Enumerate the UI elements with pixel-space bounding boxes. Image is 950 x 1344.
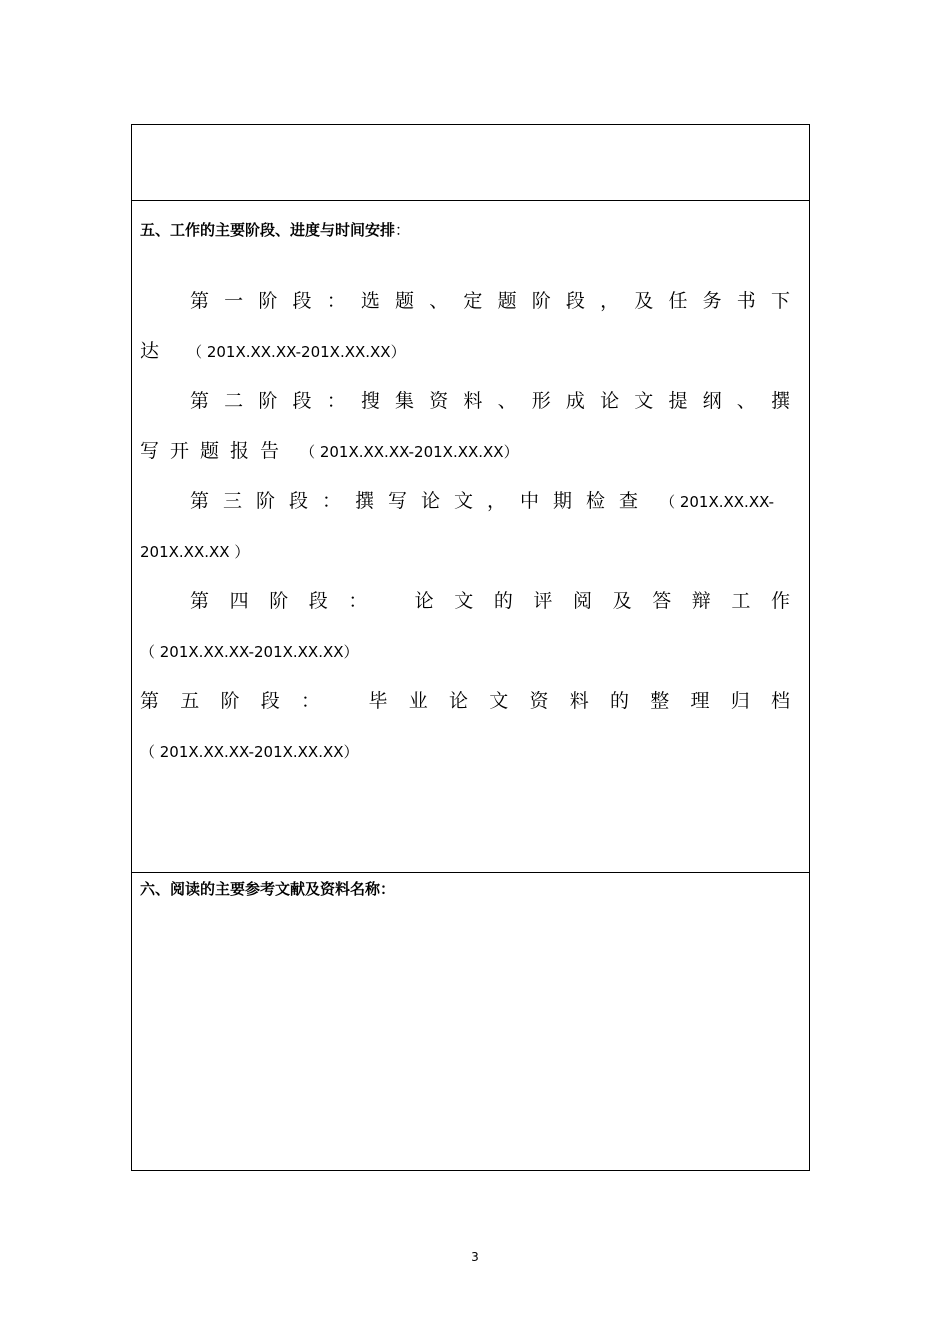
stage-2-text-cont: 写开题报告 bbox=[140, 440, 291, 462]
references-section bbox=[132, 873, 809, 1170]
section-five-heading: 五、工作的主要阶段、进度与时间安排： bbox=[140, 221, 411, 239]
schedule-section bbox=[132, 201, 809, 873]
stage-3-line-1 bbox=[140, 489, 790, 514]
stage-3-date-start: （ 201X.XX.XX- bbox=[660, 493, 775, 511]
stage-4-line-1: 第四阶段： 论文的评阅及答辩工作 bbox=[190, 590, 790, 612]
table-top-cell bbox=[132, 125, 809, 201]
stage-5-date: （ 201X.XX.XX-201X.XX.XX） bbox=[140, 743, 359, 761]
stage-4-date: （ 201X.XX.XX-201X.XX.XX） bbox=[140, 643, 359, 661]
section-six-heading: 六、阅读的主要参考文献及资料名称： bbox=[140, 880, 396, 898]
stage-1-text-cont: 达 bbox=[140, 340, 160, 362]
stage-3-line-2 bbox=[140, 539, 790, 564]
stage-2-line-1: 第二阶段：搜集资料、形成论文提纲、撰 bbox=[190, 390, 790, 412]
stage-2-line-2 bbox=[140, 439, 790, 464]
proposal-form-table bbox=[131, 124, 810, 1171]
stage-5-line-1: 第五阶段： 毕业论文资料的整理归档 bbox=[140, 690, 790, 712]
stage-1-line-1: 第一阶段：选题、定题阶段，及任务书下 bbox=[190, 290, 790, 312]
stage-2-date: （ 201X.XX.XX-201X.XX.XX） bbox=[300, 443, 519, 461]
stage-3-text: 第三阶段：撰写论文，中期检查 bbox=[190, 490, 653, 512]
stage-3-date-end: 201X.XX.XX ） bbox=[140, 543, 250, 561]
stage-5-line-2 bbox=[140, 739, 790, 764]
stage-1-line-2 bbox=[140, 339, 790, 364]
stage-4-line-2 bbox=[140, 639, 790, 664]
stage-1-date: （ 201X.XX.XX-201X.XX.XX） bbox=[187, 343, 406, 361]
page-number: 3 bbox=[471, 1250, 479, 1264]
